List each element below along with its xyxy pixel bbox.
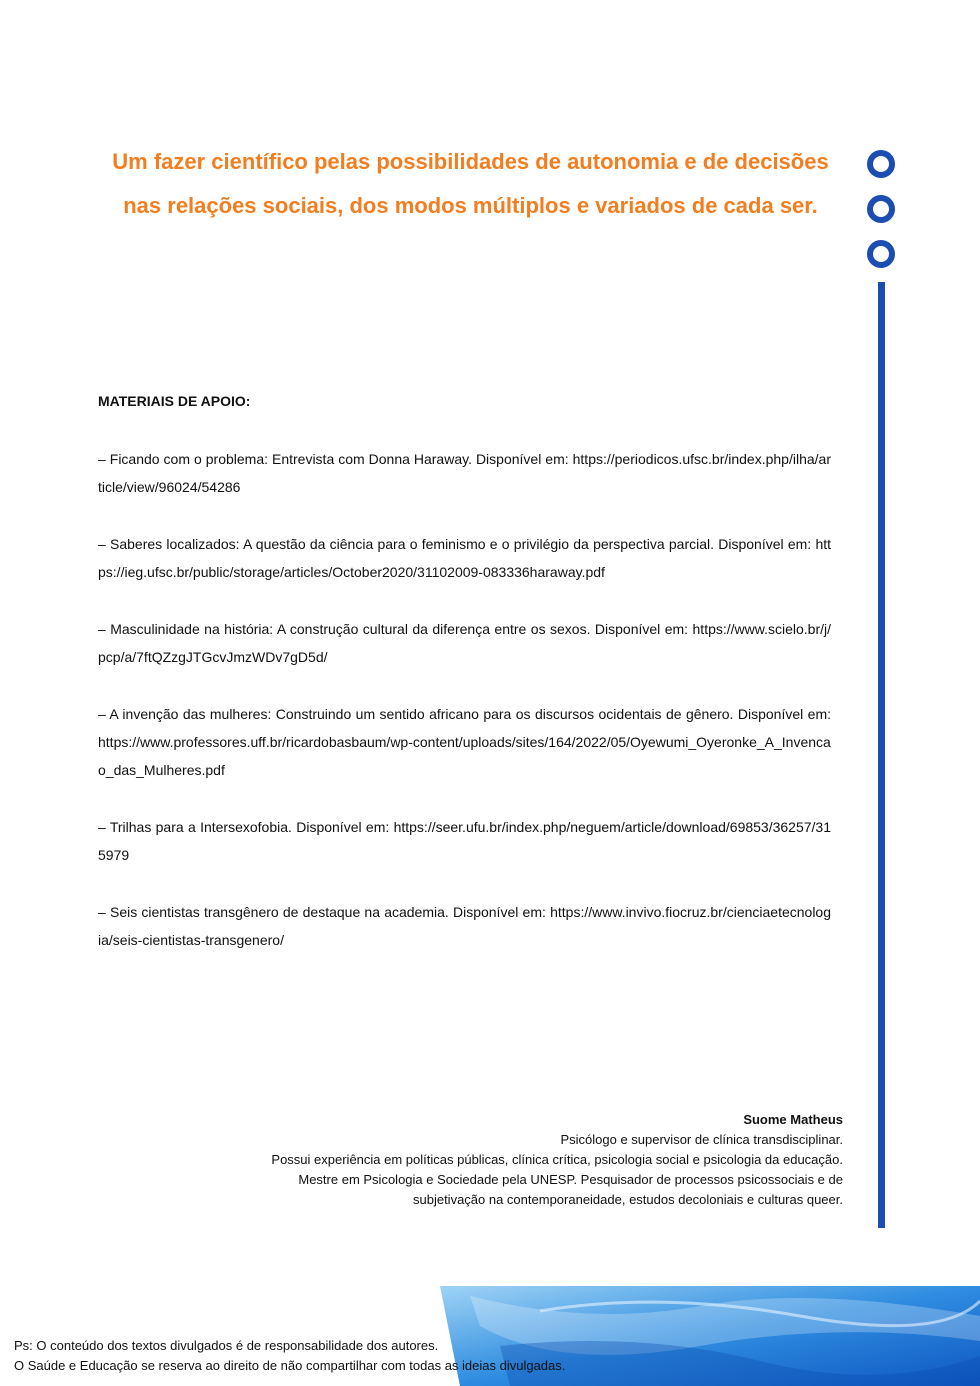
reference-item [98, 700, 831, 784]
reference-text: – Saberes localizados: A questão da ciência para o feminismo e o privilégio da perspectiva parcial. Disponível em: [98, 536, 812, 552]
author-bio-line: Mestre em Psicologia e Sociedade pela UNESP. Pesquisador de processos psicossociais e de [298, 1172, 843, 1187]
reference-list [98, 445, 831, 983]
vertical-divider [878, 282, 885, 1228]
reference-link[interactable]: https://periodicos.ufsc.br/index.php/ilha/article/view/96024/54286 [98, 451, 831, 495]
author-bio [143, 1110, 843, 1210]
author-bio-line: Psicólogo e supervisor de clínica transdisciplinar. [560, 1132, 843, 1147]
reference-item [98, 898, 831, 954]
reference-text: – Seis cientistas transgênero de destaque na academia. Disponível em: [98, 904, 546, 920]
reference-link[interactable]: https://www.invivo.fiocruz.br/cienciaetecnologia/seis-cientistas-transgenero/ [98, 904, 832, 948]
reference-text: – Trilhas para a Intersexofobia. Disponível em: [98, 819, 390, 835]
materials-heading: MATERIAIS DE APOIO: [98, 393, 251, 409]
ring-icon [867, 240, 895, 268]
author-name: Suome Matheus [743, 1112, 843, 1127]
author-bio-line: subjetivação na contemporaneidade, estudos decoloniais e culturas queer. [412, 1192, 843, 1207]
page-title: Um fazer científico pelas possibilidades de autonomia e de decisões nas relações sociais, dos modos múltiplos e variados de cada ser. [112, 149, 829, 218]
ring-icon [867, 195, 895, 223]
reference-item [98, 615, 831, 671]
reference-text: – Ficando com o problema: Entrevista com Donna Haraway. Disponível em: [98, 451, 569, 467]
reference-link[interactable]: https://www.professores.uff.br/ricardobasbaum/wp-content/uploads/sites/164/2022/05/Oyewumi_Oyeronke_A_Invencao_das_Mulheres.pdf [98, 734, 831, 778]
reference-link[interactable]: https://www.scielo.br/j/pcp/a/7ftQZzgJTGcvJmzWDv7gD5d/ [98, 621, 832, 665]
reference-item [98, 813, 831, 869]
reference-link[interactable]: https://seer.ufu.br/index.php/neguem/article/download/69853/36257/315979 [98, 819, 832, 863]
reference-item [98, 445, 831, 501]
footer-line: O Saúde e Educação se reserva ao direito de não compartilhar com todas as ideias divulgadas. [14, 1358, 566, 1373]
footer-note [14, 1336, 565, 1376]
author-bio-line: Possui experiência em políticas públicas, clínica crítica, psicologia social e psicologia da educação. [271, 1152, 843, 1167]
footer-line: Ps: O conteúdo dos textos divulgados é de responsabilidade dos autores. [14, 1338, 439, 1353]
reference-text: – Masculinidade na história: A construção cultural da diferença entre os sexos. Disponível em: [98, 621, 689, 637]
reference-text: – A invenção das mulheres: Construindo um sentido africano para os discursos ocidentais de gênero. Disponível em: [98, 706, 831, 722]
ring-icon [867, 150, 895, 178]
reference-item [98, 530, 831, 586]
reference-link[interactable]: https://ieg.ufsc.br/public/storage/articles/October2020/31102009-083336haraway.pdf [98, 536, 832, 580]
